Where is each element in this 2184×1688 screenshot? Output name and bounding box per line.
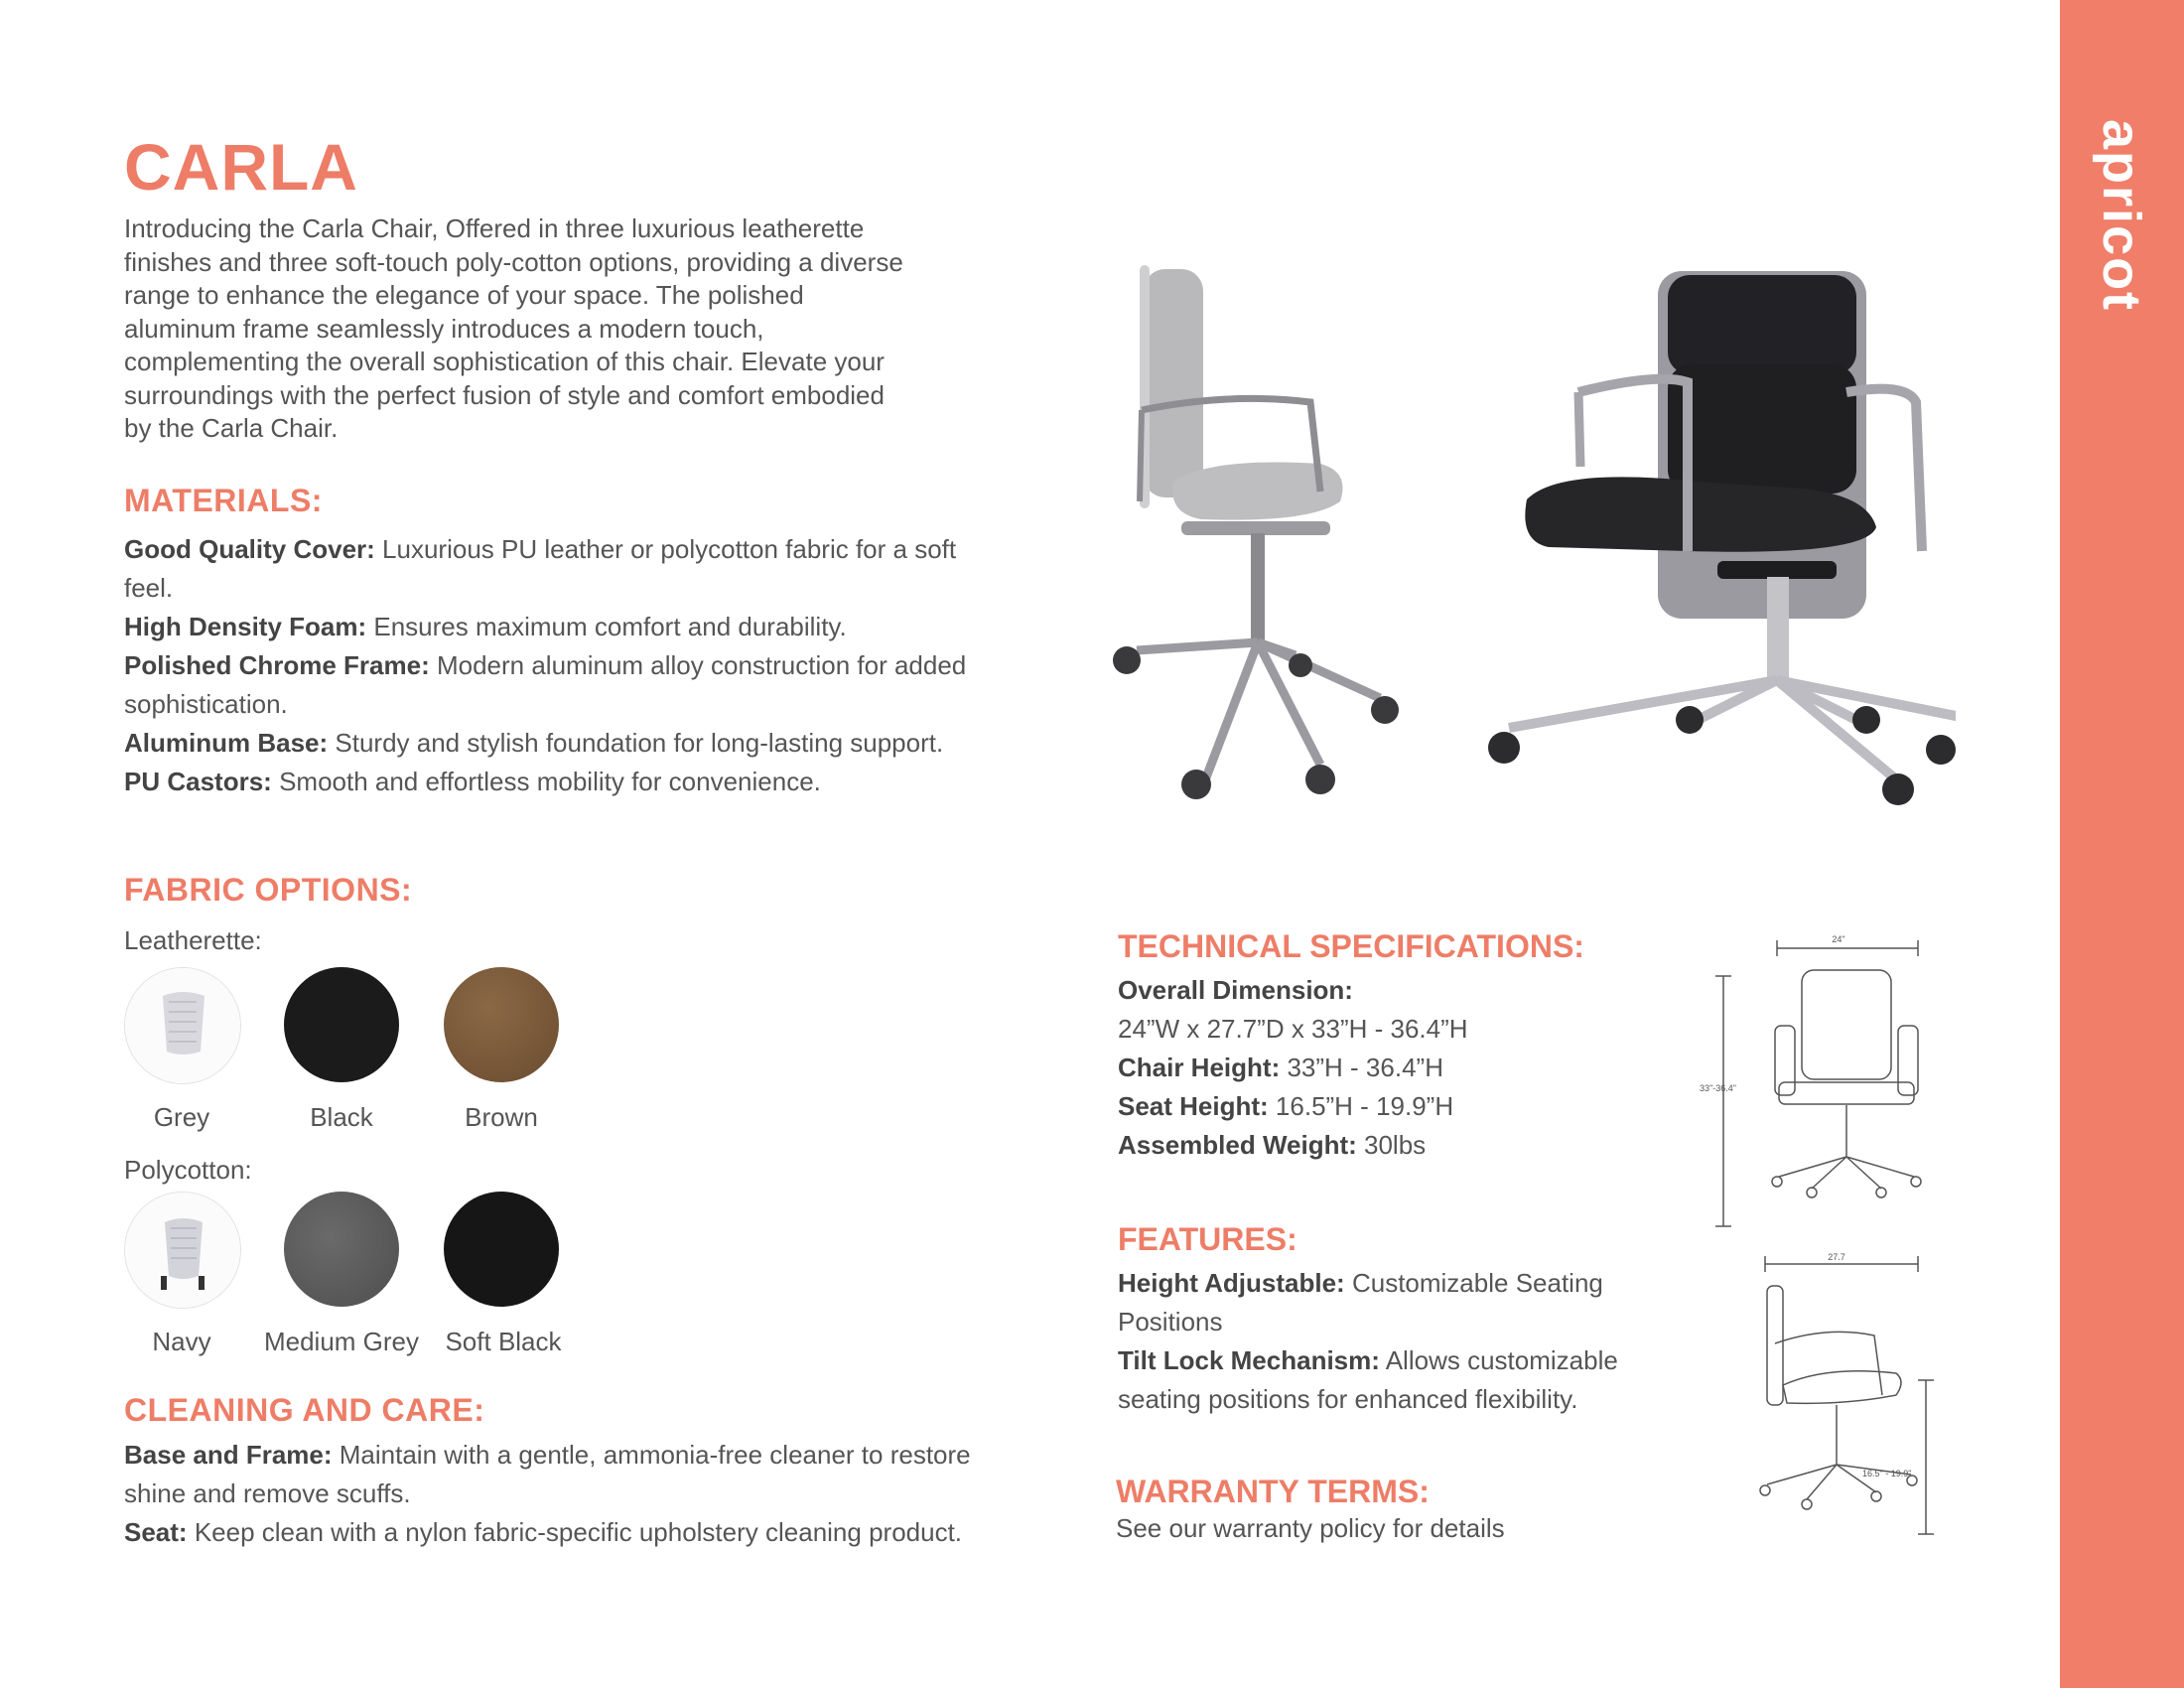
- material-item: PU Castors: Smooth and effortless mobility for convenience.: [124, 767, 821, 796]
- swatch-navy[interactable]: [124, 1192, 241, 1309]
- swatch-label-black: Black: [310, 1102, 373, 1132]
- product-photo: [1082, 253, 1956, 819]
- swatch-black[interactable]: [284, 967, 399, 1082]
- cleaning-list: [124, 1436, 1037, 1552]
- collection-label: apricot: [2092, 119, 2151, 313]
- product-title: CARLA: [124, 130, 358, 204]
- front-width-label: 24": [1832, 934, 1845, 944]
- swatch-medium-grey[interactable]: [284, 1192, 399, 1307]
- cleaning-item: Seat: Keep clean with a nylon fabric-specific upholstery cleaning product.: [124, 1517, 963, 1547]
- black-chair-image: [1488, 271, 1956, 805]
- front-height-label: 33"-36.4": [1700, 1083, 1736, 1093]
- warranty-text: See our warranty policy for details: [1116, 1513, 1505, 1543]
- spec-item: Seat Height: 16.5”H - 19.9”H: [1118, 1091, 1454, 1121]
- side-view-diagram: [1760, 1256, 1934, 1534]
- feature-item: Tilt Lock Mechanism: Allows customizable seating positions for enhanced flexibility.: [1118, 1345, 1618, 1414]
- swatch-label-navy: Navy: [152, 1327, 211, 1356]
- spec-overall-term: Overall Dimension:: [1118, 975, 1353, 1005]
- cleaning-item: Base and Frame: Maintain with a gentle, ammonia-free cleaner to restore shine and remove scuffs.: [124, 1440, 971, 1508]
- warranty-heading: WARRANTY TERMS:: [1116, 1474, 1430, 1509]
- tech-specs-list: [1118, 971, 1694, 1165]
- fabric-options-heading: FABRIC OPTIONS:: [124, 872, 413, 908]
- materials-heading: MATERIALS:: [124, 483, 323, 518]
- spec-overall-value: 24”W x 27.7”D x 33”H - 36.4”H: [1118, 1014, 1468, 1044]
- side-depth-label: 27.7: [1828, 1252, 1845, 1262]
- feature-item: Height Adjustable: Customizable Seating Positions: [1118, 1268, 1603, 1336]
- material-item: Aluminum Base: Sturdy and stylish foundation for long-lasting support.: [124, 728, 944, 758]
- swatch-soft-black[interactable]: [444, 1192, 559, 1307]
- grey-chair-image: [1113, 265, 1399, 799]
- material-item: High Density Foam: Ensures maximum comfort and durability.: [124, 612, 847, 641]
- side-seat-label: 16.5" - 19.9": [1862, 1469, 1912, 1478]
- swatch-brown[interactable]: [444, 967, 559, 1082]
- dimension-diagrams: [1688, 928, 1936, 1544]
- tech-specs-heading: TECHNICAL SPECIFICATIONS:: [1118, 928, 1584, 964]
- swatch-grey[interactable]: [124, 967, 241, 1084]
- features-heading: FEATURES:: [1118, 1221, 1297, 1257]
- polycotton-label: Polycotton:: [124, 1155, 252, 1185]
- materials-list: [124, 530, 978, 801]
- swatch-label-grey: Grey: [153, 1102, 210, 1132]
- front-view-diagram: [1715, 940, 1921, 1226]
- material-item: Polished Chrome Frame: Modern aluminum alloy construction for added sophistication.: [124, 650, 967, 719]
- swatch-label-soft-black: Soft Black: [445, 1327, 562, 1356]
- spec-item: Chair Height: 33”H - 36.4”H: [1118, 1053, 1443, 1082]
- spec-item: Assembled Weight: 30lbs: [1118, 1130, 1427, 1160]
- leatherette-label: Leatherette:: [124, 925, 262, 955]
- features-list: [1118, 1264, 1674, 1419]
- product-intro: Introducing the Carla Chair, Offered in three luxurious leatherette finishes and three soft-touch poly-cotton options, providing a diverse range to enhance the elegance of your space. The polished aluminum frame seamlessly introduces a modern touch, complementing the overall sophistication of this chair. Elevate your surroundings with the perfect fusion of style and comfort embodied by the Carla Chair.: [124, 213, 903, 443]
- swatch-label-medium-grey: Medium Grey: [263, 1327, 420, 1356]
- cleaning-heading: CLEANING AND CARE:: [124, 1392, 485, 1428]
- material-item: Good Quality Cover: Luxurious PU leather or polycotton fabric for a soft feel.: [124, 534, 957, 603]
- swatch-label-brown: Brown: [465, 1102, 538, 1132]
